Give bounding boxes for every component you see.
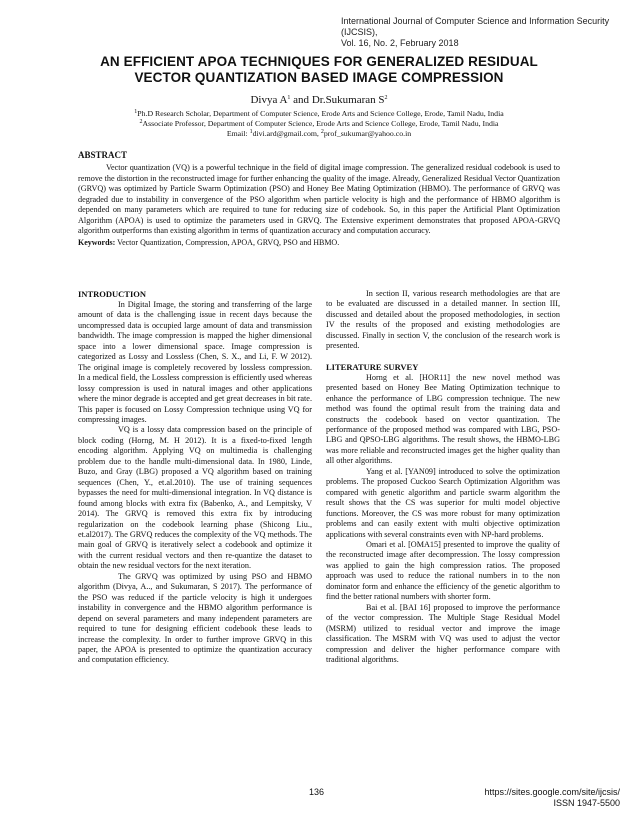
author-1-sup: 1 <box>287 95 291 101</box>
affiliation-1-sup: 1 <box>134 109 138 115</box>
left-column <box>78 289 312 666</box>
right-column <box>326 289 560 665</box>
intro-paragraph-3: The GRVQ was optimized by using PSO and HBMO algorithm (Divya, A.., and Sukumaran, S 2017). The performance of the PSO was reduced if the particle velocity is high it undergoes instability in convergence and the HBMO algorithm performance is depend on several parameters and many independent parameters are required to tune for designing efficient codebook these leads to increase the complexity. In order to further improve GRVQ in this paper, the APOA is presented to optimize the quantization accuracy and computation efficiency. <box>78 571 312 665</box>
email-1[interactable]: divi.ard@gmail.com, <box>252 129 321 138</box>
journal-volume-line: Vol. 16, No. 2, February 2018 <box>341 38 459 48</box>
footer-url[interactable]: https://sites.google.com/site/ijcsis/ <box>484 787 620 797</box>
affiliation-2 <box>40 119 598 129</box>
email-1-sup: 1 <box>249 129 253 135</box>
abstract-heading: ABSTRACT <box>78 150 128 160</box>
survey-paragraph-1: Horng et al. [HOR11] the new novel method was presented based on Honey Bee Mating Optimization technique to enhance the performance of LBG compression technique. The new method was found the optimal result from the training data and constructs the codebook based on vector quantization. The performance of the proposed method was compared with LBG, PSO-LBG and QPSO-LBG algorithms. The result shows, the HBMO-LBG was more reliable and reconstructed images get the higher quality than all other algorithms. <box>326 372 560 466</box>
survey-paragraph-2: Yang et al. [YAN09] introduced to solve the optimization problems. The proposed Cuckoo Search Optimization Algorithm was compared with genetic algorithm and particle swarm algorithm the result shows that the CS was superior for multi model objective functions. Moreover, the CS was more robust for many optimization problems and can easily extent with multi objective optimization applications with several constraints even with NP-hard problems. <box>326 466 560 539</box>
page-number: 136 <box>309 787 325 797</box>
affiliation-1 <box>40 109 598 119</box>
journal-header <box>341 16 621 49</box>
author-conjunction: and <box>290 94 312 106</box>
author-2-sup: 2 <box>384 95 388 101</box>
keywords-label: Keywords: <box>78 237 116 247</box>
journal-title-line: International Journal of Computer Science and Information Security (IJCSIS), <box>341 16 610 37</box>
abstract-section <box>78 150 560 248</box>
affiliation-2-sup: 2 <box>139 119 143 125</box>
literature-survey-heading: LITERATURE SURVEY <box>326 361 419 372</box>
introduction-heading: INTRODUCTION <box>78 289 147 299</box>
footer-issn: ISSN 1947-5500 <box>553 798 620 808</box>
email-label: Email: <box>226 129 250 138</box>
author-line <box>40 94 598 107</box>
paper-title-line2: VECTOR QUANTIZATION BASED IMAGE COMPRESSION <box>134 69 504 85</box>
author-1: Divya A <box>250 94 288 106</box>
email-line <box>40 129 598 139</box>
affiliation-2-text: Associate Professor, Department of Computer Science, Erode Arts and Science College, Erode, Tamil Nadu, India <box>142 119 499 128</box>
keywords-line <box>78 238 560 249</box>
survey-paragraph-4: Bai et al. [BAI 16] proposed to improve the performance of the vector compression. The Multiple Stage Residual Model (MSRM) utilized to residual vector and improve the image classification. The MSRM with VQ was used to adjust the vector compression and deliver the higher performance compare with traditional algorithms. <box>326 602 560 664</box>
footer-info <box>430 787 620 809</box>
affiliations <box>40 109 598 139</box>
email-2-sup: 2 <box>320 129 324 135</box>
paper-title-line1: AN EFFICIENT APOA TECHNIQUES FOR GENERALIZED RESIDUAL <box>100 54 538 69</box>
paper-title <box>40 54 598 85</box>
abstract-text: Vector quantization (VQ) is a powerful technique in the field of digital image compression. The generalized residual codebook is used to remove the distortion in the reconstructed image for further enhancing the quality of the image. Already, Generalized Residual Vector Quantization (GRVQ) was optimized by Particle Swarm Optimization (PSO) and Honey Bee Mating Optimization (HBMO). The performance of GRVQ was degraded due to instability in convergence of the PSO algorithm when particle velocity is high and the performance of HBMO algorithm is depended on many parameters which are required to tune for reducing size of codebook. So, in this paper the Artificial Plant Optimization Algorithm (APOA) is used to optimize the parameters used in GRVQ. The Extensive experiment demonstrates that proposed APOA-GRVQ algorithm outperforms than existing algorithm in terms of quantization accuracy and computation accuracy. <box>78 163 560 235</box>
keywords-text: Vector Quantization, Compression, APOA, GRVQ, PSO and HBMO. <box>115 237 340 247</box>
author-2: Dr.Sukumaran S <box>311 94 385 106</box>
affiliation-1-text: Ph.D Research Scholar, Department of Computer Science, Erode Arts and Science College, Erode, Tamil Nadu, India <box>137 109 504 118</box>
survey-paragraph-3: Omari et al. [OMA15] presented to improve the quality of the reconstructed image after decompression. The lossy compression was applied to gain the high compression ratios. The proposed approach was used to reduce the rational numbers in to the non dominator form and enhance the efficiency of the genetic algorithm to find the better rational numbers with shorter form. <box>326 539 560 602</box>
email-2[interactable]: prof_sukumar@yahoo.co.in <box>323 129 412 138</box>
intro-paragraph-1: In Digital Image, the storing and transferring of the large amount of data is the challenging issue in recent days because the uncompressed data is occupied large amount of data and transmission bandwidth. The image compression is mapped the higher dimensional space into a lower dimensional space. Image compression is categorized as Lossy and Lossless (Chen, S. X., and Li, F. W 2012). The original image is completely recovered by lossless compression. In a medical field, the Lossless compression is efficiently used whereas lossy compression is used in natural images and other applications where the minor degrade is accepted and get great decreases in bit rate. This paper is focused on Lossy Compression technique using VQ for compressing images. <box>78 300 312 424</box>
intro-paragraph-2: VQ is a lossy data compression based on the principle of block coding (Horng, M. H 2012). It is a fixed-to-fixed length encoding algorithm. Applying VQ on multimedia is challenging problem due to the handle multi-dimensional data. In 1980, Linde, Buzo, and Gray (LBG) proposed a VQ algorithm based on training sequences (Chen, Y., et.al.2010). The use of training sequences bypasses the need for multi-dimensional integration. In VQ distance is found among blocks with extra fix (Babenko, A., and Lempitsky, V 2014). The GRVQ is removed this extra fix by introducing regularization on the codebook learning phase (Shicong Liu., et.al2017). The GRVQ reduces the complexity of the VQ methods. The main goal of GRVQ is iteratively select a codebook and optimize it with the current residual vectors and then re-quantize the dataset to obtain the new residual vectors for the next iteration. <box>78 425 312 571</box>
intro-paragraph-4: In section II, various research methodologies are that are to be evaluated are discussed in a detailed manner. In section III, discussed and detailed about the proposed methodologies, in section IV the results of the proposed and existing methodologies are discussed. Finally in section V, the conclusion of the research work is presented. <box>326 289 560 351</box>
